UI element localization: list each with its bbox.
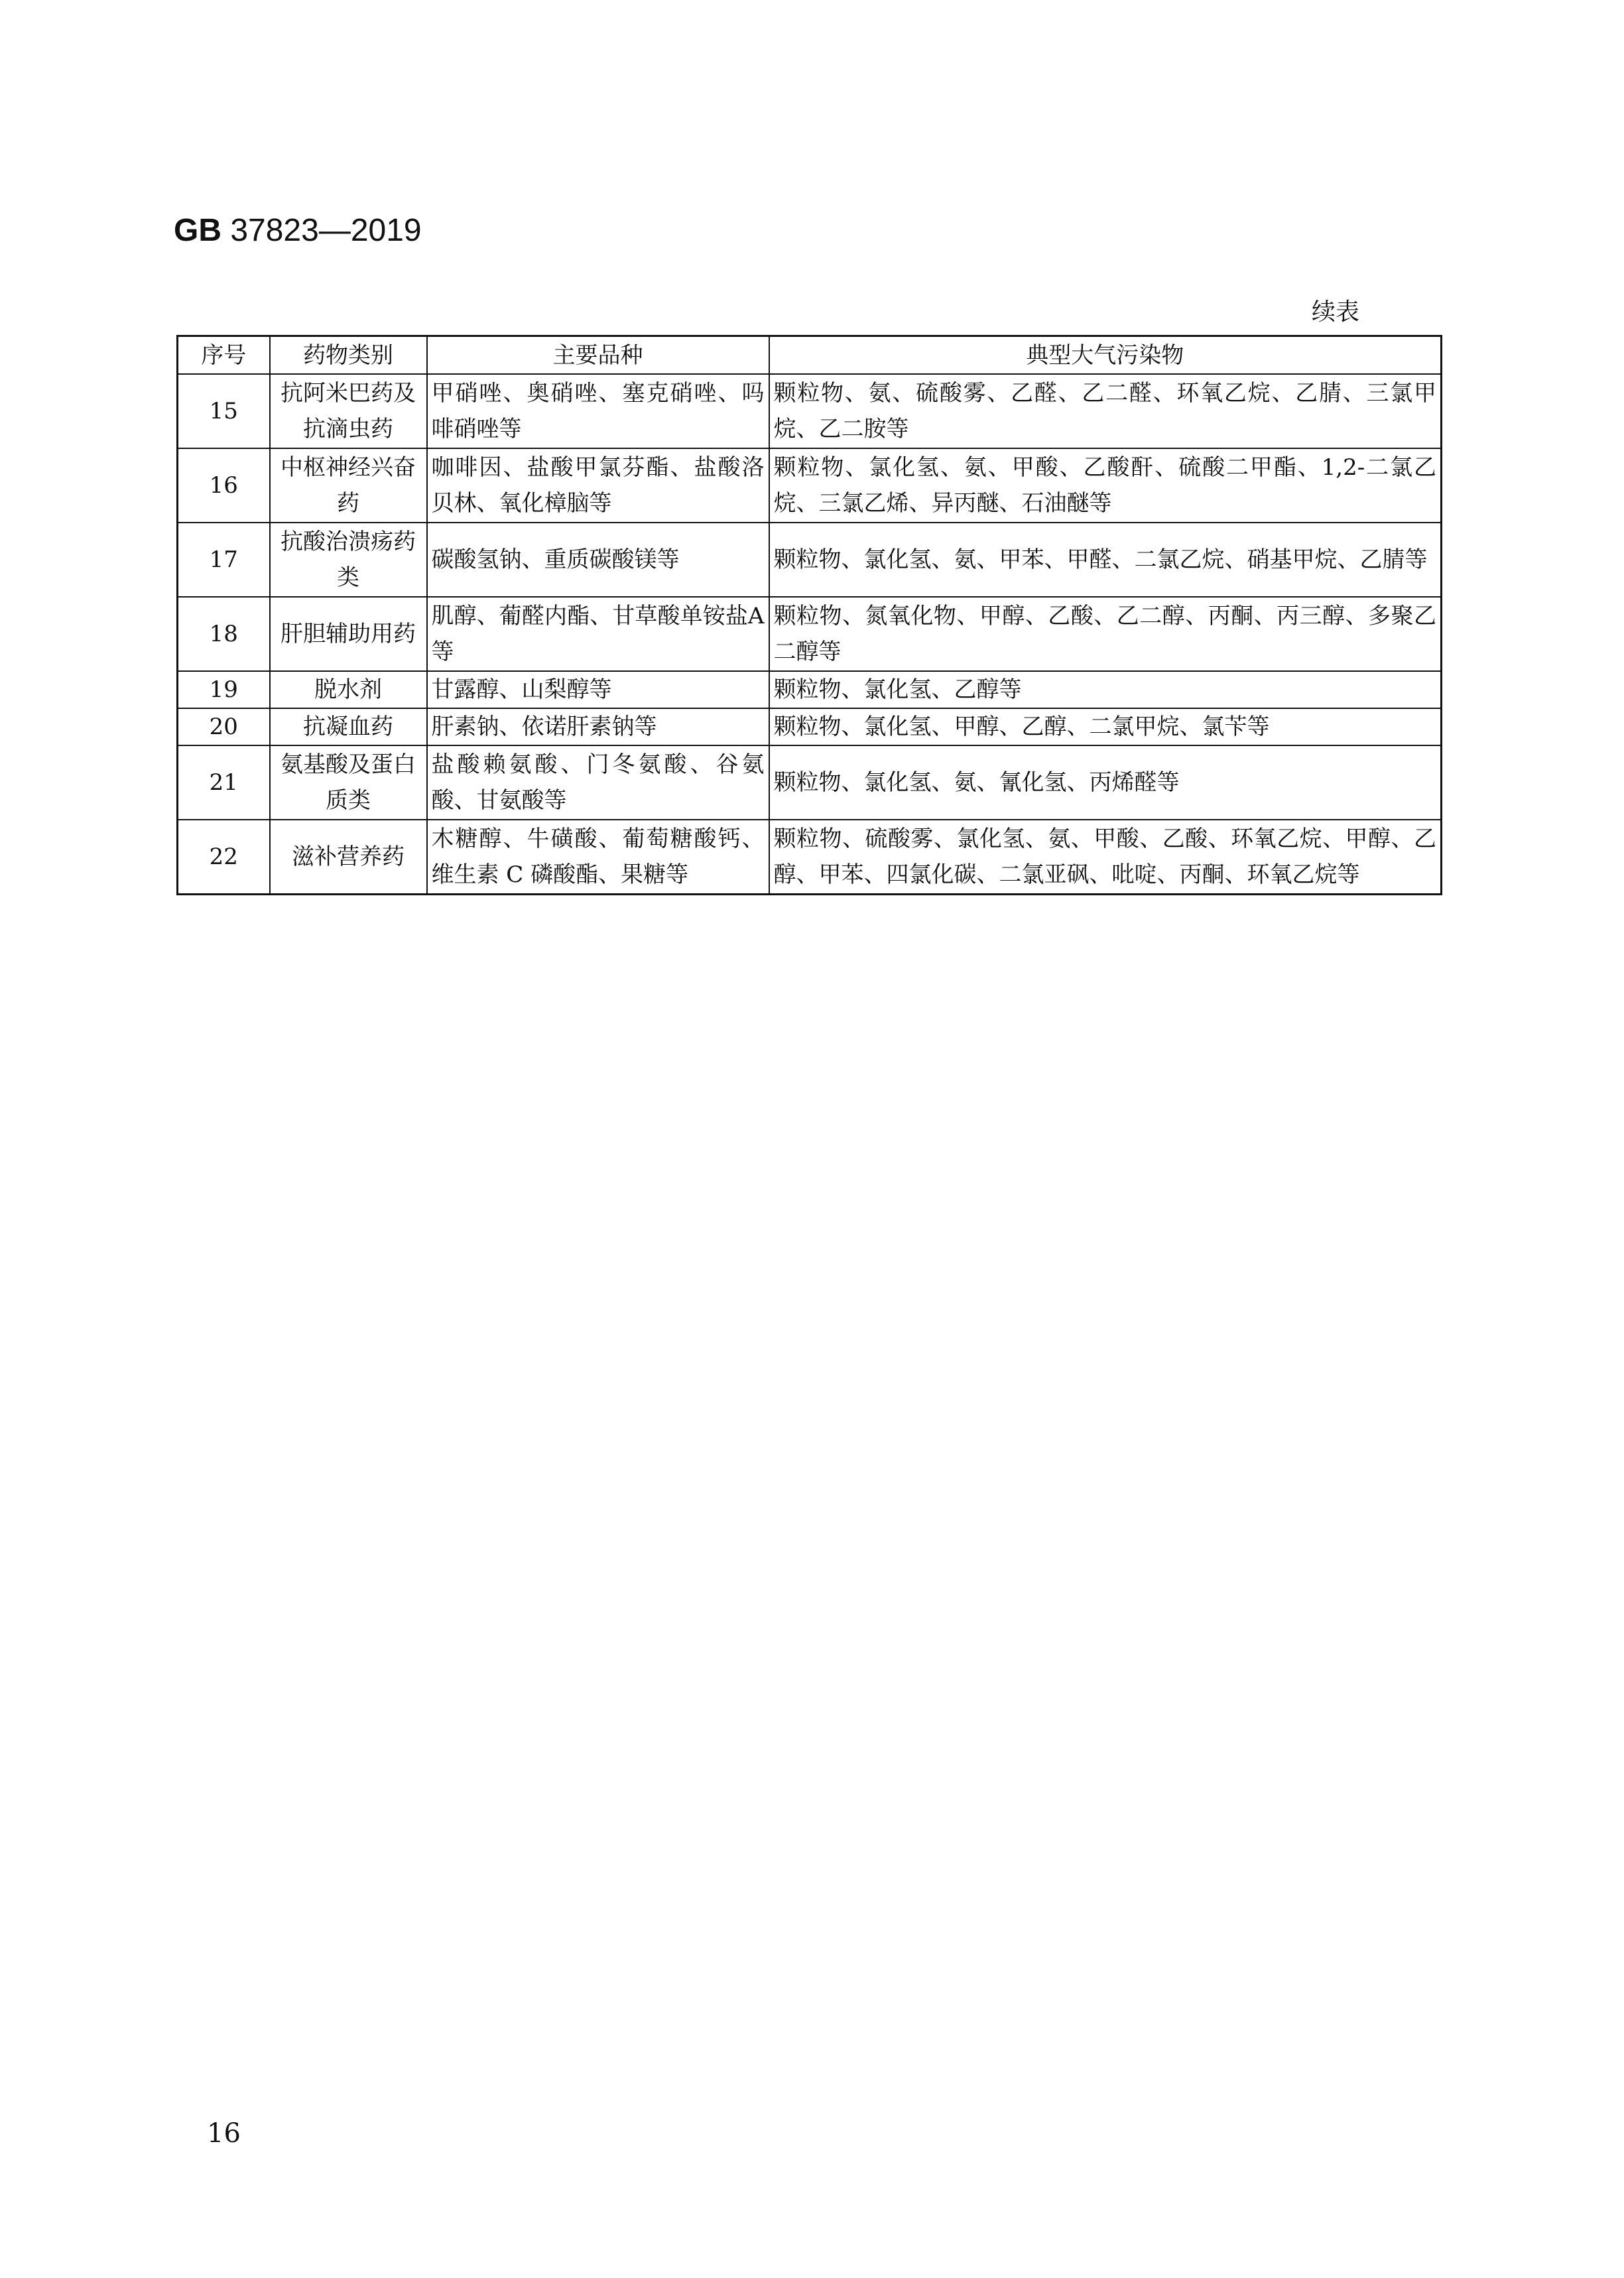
row-number: 22 <box>178 820 270 895</box>
table-row <box>178 671 1442 708</box>
typical-pollutants: 颗粒物、氯化氢、氨、氰化氢、丙烯醛等 <box>769 745 1442 820</box>
row-number: 15 <box>178 374 270 448</box>
column-header-pollutants: 典型大气污染物 <box>769 336 1442 375</box>
pollutant-table <box>176 335 1442 895</box>
drug-category: 抗酸治溃疡药类 <box>270 523 427 597</box>
main-varieties: 甲硝唑、奥硝唑、塞克硝唑、吗啡硝唑等 <box>427 374 769 448</box>
standard-number: 37823—2019 <box>221 213 422 248</box>
column-header-no: 序号 <box>178 336 270 375</box>
table-row <box>178 597 1442 671</box>
standard-header <box>174 211 422 251</box>
drug-category: 抗凝血药 <box>270 708 427 745</box>
row-number: 21 <box>178 745 270 820</box>
main-varieties: 甘露醇、山梨醇等 <box>427 671 769 708</box>
typical-pollutants: 颗粒物、硫酸雾、氯化氢、氨、甲酸、乙酸、环氧乙烷、甲醇、乙醇、甲苯、四氯化碳、二氯亚砜、吡啶、丙酮、环氧乙烷等 <box>769 820 1442 895</box>
table-header-row <box>178 336 1442 375</box>
table-row <box>178 820 1442 895</box>
table-row <box>178 708 1442 745</box>
row-number: 17 <box>178 523 270 597</box>
row-number: 19 <box>178 671 270 708</box>
drug-category: 氨基酸及蛋白质类 <box>270 745 427 820</box>
drug-category: 滋补营养药 <box>270 820 427 895</box>
typical-pollutants: 颗粒物、氯化氢、乙醇等 <box>769 671 1442 708</box>
drug-category: 中枢神经兴奋药 <box>270 448 427 523</box>
typical-pollutants: 颗粒物、氨、硫酸雾、乙醛、乙二醛、环氧乙烷、乙腈、三氯甲烷、乙二胺等 <box>769 374 1442 448</box>
typical-pollutants: 颗粒物、氯化氢、氨、甲酸、乙酸酐、硫酸二甲酯、1,2-二氯乙烷、三氯乙烯、异丙醚、石油醚等 <box>769 448 1442 523</box>
continued-label: 续表 <box>1312 298 1360 326</box>
main-varieties: 肝素钠、依诺肝素钠等 <box>427 708 769 745</box>
main-varieties: 木糖醇、牛磺酸、葡萄糖酸钙、维生素 C 磷酸酯、果糖等 <box>427 820 769 895</box>
table-row <box>178 523 1442 597</box>
page-number: 16 <box>207 2118 241 2149</box>
table-row <box>178 745 1442 820</box>
column-header-category: 药物类别 <box>270 336 427 375</box>
typical-pollutants: 颗粒物、氮氧化物、甲醇、乙酸、乙二醇、丙酮、丙三醇、多聚乙二醇等 <box>769 597 1442 671</box>
drug-category: 肝胆辅助用药 <box>270 597 427 671</box>
table-row <box>178 374 1442 448</box>
main-varieties: 盐酸赖氨酸、门冬氨酸、谷氨酸、甘氨酸等 <box>427 745 769 820</box>
row-number: 20 <box>178 708 270 745</box>
drug-category: 抗阿米巴药及抗滴虫药 <box>270 374 427 448</box>
table-row <box>178 448 1442 523</box>
row-number: 16 <box>178 448 270 523</box>
main-varieties: 碳酸氢钠、重质碳酸镁等 <box>427 523 769 597</box>
main-varieties: 肌醇、葡醛内酯、甘草酸单铵盐A 等 <box>427 597 769 671</box>
main-varieties: 咖啡因、盐酸甲氯芬酯、盐酸洛贝林、氧化樟脑等 <box>427 448 769 523</box>
column-header-varieties: 主要品种 <box>427 336 769 375</box>
typical-pollutants: 颗粒物、氯化氢、氨、甲苯、甲醛、二氯乙烷、硝基甲烷、乙腈等 <box>769 523 1442 597</box>
drug-category: 脱水剂 <box>270 671 427 708</box>
typical-pollutants: 颗粒物、氯化氢、甲醇、乙醇、二氯甲烷、氯苄等 <box>769 708 1442 745</box>
row-number: 18 <box>178 597 270 671</box>
standard-code: GB <box>174 213 221 248</box>
